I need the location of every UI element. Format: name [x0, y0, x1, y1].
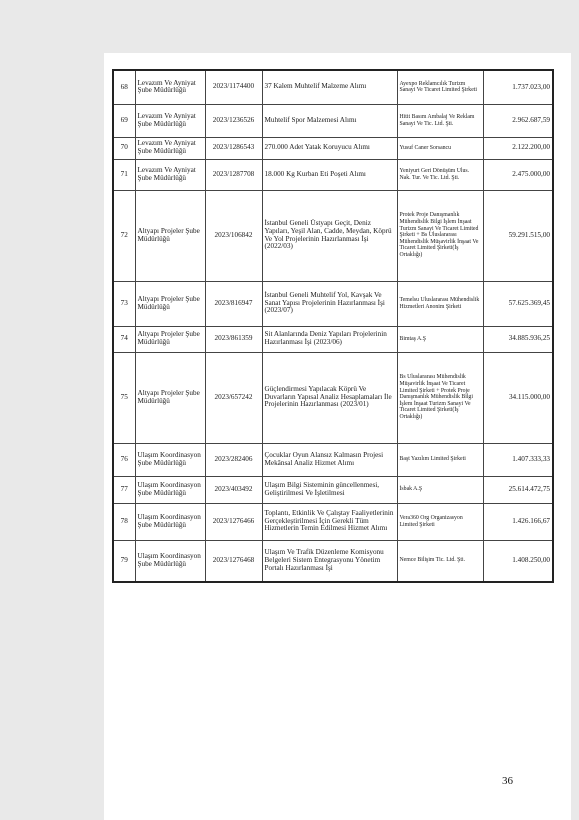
table-row: [113, 159, 553, 190]
subject-cell: Çocuklar Oyun Alansız Kalmasın Projesi Mekânsal Analiz Hizmet Alımı: [262, 443, 397, 476]
row-number: 74: [113, 326, 135, 352]
unit-cell: Ulaşım Koordinasyon Şube Müdürlüğü: [135, 443, 205, 476]
record-no-cell: 2023/1276468: [205, 540, 262, 582]
amount-cell: 2.122.200,00: [483, 137, 553, 159]
row-number: 71: [113, 159, 135, 190]
unit-cell: Ulaşım Koordinasyon Şube Müdürlüğü: [135, 503, 205, 540]
amount-cell: 59.291.515,00: [483, 190, 553, 281]
amount-cell: 1.408.250,00: [483, 540, 553, 582]
amount-cell: 25.614.472,75: [483, 476, 553, 503]
table-row: [113, 540, 553, 582]
record-no-cell: 2023/403492: [205, 476, 262, 503]
row-number: 72: [113, 190, 135, 281]
table-row: [113, 190, 553, 281]
record-no-cell: 2023/1276466: [205, 503, 262, 540]
subject-cell: 18.000 Kg Kurban Eti Poşeti Alımı: [262, 159, 397, 190]
unit-cell: Altyapı Projeler Şube Müdürlüğü: [135, 326, 205, 352]
table-row: [113, 281, 553, 326]
table-body: [113, 70, 553, 582]
company-cell: Hitit Basım Ambalaj Ve Reklam Sanayi Ve Tic. Ltd. Şti.: [397, 104, 483, 137]
table-row: [113, 476, 553, 503]
company-cell: Bimtaş A.Ş: [397, 326, 483, 352]
subject-cell: Güçlendirmesi Yapılacak Köprü Ve Duvarların Yapısal Analiz Hesaplamaları İle Projelerinin Hazırlanması (2023/01): [262, 352, 397, 443]
amount-cell: 2.962.687,59: [483, 104, 553, 137]
company-cell: İsbak A.Ş: [397, 476, 483, 503]
subject-cell: İstanbul Geneli Üstyapı Geçit, Deniz Yapıları, Yeşil Alan, Cadde, Meydan, Köprü Ve Yol Projelerinin Hazırlanması İşi (2022/03): [262, 190, 397, 281]
table-row: [113, 137, 553, 159]
table-row: [113, 104, 553, 137]
row-number: 69: [113, 104, 135, 137]
record-no-cell: 2023/1174400: [205, 70, 262, 104]
row-number: 70: [113, 137, 135, 159]
company-cell: Temelsu Uluslararası Mühendislik Hizmetleri Anonim Şirketi: [397, 281, 483, 326]
subject-cell: Toplantı, Etkinlik Ve Çalıştay Faaliyetlerinin Gerçekleştirilmesi İçin Gerekli Tüm Hizmetlerin Temin Edilmesi Hizmet Alımı: [262, 503, 397, 540]
row-number: 75: [113, 352, 135, 443]
amount-cell: 1.426.166,67: [483, 503, 553, 540]
record-no-cell: 2023/1286543: [205, 137, 262, 159]
unit-cell: Levazım Ve Ayniyat Şube Müdürlüğü: [135, 137, 205, 159]
record-no-cell: 2023/1287708: [205, 159, 262, 190]
subject-cell: Muhtelif Spor Malzemesi Alımı: [262, 104, 397, 137]
record-no-cell: 2023/1236526: [205, 104, 262, 137]
company-cell: Başt Yazılım Limited Şirketi: [397, 443, 483, 476]
amount-cell: 34.885.936,25: [483, 326, 553, 352]
unit-cell: Altyapı Projeler Şube Müdürlüğü: [135, 281, 205, 326]
unit-cell: Altyapı Projeler Şube Müdürlüğü: [135, 352, 205, 443]
table-row: [113, 503, 553, 540]
amount-cell: 1.407.333,33: [483, 443, 553, 476]
table-row: [113, 70, 553, 104]
unit-cell: Levazım Ve Ayniyat Şube Müdürlüğü: [135, 70, 205, 104]
company-cell: Yeniyurt Geri Dönüşüm Ulus. Nak. Tur. Ve Tic. Ltd. Şti.: [397, 159, 483, 190]
unit-cell: Ulaşım Koordinasyon Şube Müdürlüğü: [135, 476, 205, 503]
table-row: [113, 326, 553, 352]
subject-cell: Ulaşım Bilgi Sisteminin güncellenmesi, Geliştirilmesi Ve İşletilmesi: [262, 476, 397, 503]
company-cell: Bs Uluslararası Mühendislik Müşavirlik İnşaat Ve Ticaret Limited Şirketi + Protek Proje Danışmanlık Mühendislik Bilgi İşlem İnşaat Turizm Sanayi Ve Ticaret Limited Şirketi(İş Ortaklığı): [397, 352, 483, 443]
company-cell: Nemce Bilişim Tic. Ltd. Şti.: [397, 540, 483, 582]
row-number: 79: [113, 540, 135, 582]
subject-cell: Sit Alanlarında Deniz Yapıları Projelerinin Hazırlanması İşi (2023/06): [262, 326, 397, 352]
record-no-cell: 2023/106842: [205, 190, 262, 281]
row-number: 68: [113, 70, 135, 104]
company-cell: Ayexpo Reklamcılık Turizm Sanayi Ve Ticaret Limited Şirketi: [397, 70, 483, 104]
unit-cell: Levazım Ve Ayniyat Şube Müdürlüğü: [135, 104, 205, 137]
procurement-table: [112, 69, 554, 583]
company-cell: Protek Proje Danışmanlık Mühendislik Bilgi İşlem İnşaat Turizm Sanayi Ve Ticaret Limited Şirketi + Bs Uluslararası Mühendislik Müşavirlik İnşaat Ve Ticaret Limited Şirketi(İş Ortaklığı): [397, 190, 483, 281]
subject-cell: Ulaşım Ve Trafik Düzenleme Komisyonu Belgeleri Sistem Entegrasyonu Yönetim Portalı Hazırlanması İşi: [262, 540, 397, 582]
table-row: [113, 352, 553, 443]
unit-cell: Levazım Ve Ayniyat Şube Müdürlüğü: [135, 159, 205, 190]
amount-cell: 57.625.369,45: [483, 281, 553, 326]
subject-cell: 270.000 Adet Yatak Koruyucu Alımı: [262, 137, 397, 159]
row-number: 77: [113, 476, 135, 503]
table-row: [113, 443, 553, 476]
amount-cell: 2.475.000,00: [483, 159, 553, 190]
row-number: 76: [113, 443, 135, 476]
subject-cell: İstanbul Geneli Muhtelif Yol, Kavşak Ve Sanat Yapısı Projelerinin Hazırlanması İşi (2023/07): [262, 281, 397, 326]
company-cell: Vera360 Org Organizasyon Limited Şirketi: [397, 503, 483, 540]
unit-cell: Altyapı Projeler Şube Müdürlüğü: [135, 190, 205, 281]
document-page: [104, 53, 571, 820]
record-no-cell: 2023/816947: [205, 281, 262, 326]
page-number: 36: [502, 775, 513, 787]
row-number: 78: [113, 503, 135, 540]
company-cell: Yusuf Caner Sorsancu: [397, 137, 483, 159]
record-no-cell: 2023/657242: [205, 352, 262, 443]
record-no-cell: 2023/861359: [205, 326, 262, 352]
amount-cell: 1.737.023,00: [483, 70, 553, 104]
unit-cell: Ulaşım Koordinasyon Şube Müdürlüğü: [135, 540, 205, 582]
record-no-cell: 2023/282406: [205, 443, 262, 476]
row-number: 73: [113, 281, 135, 326]
amount-cell: 34.115.000,00: [483, 352, 553, 443]
subject-cell: 37 Kalem Muhtelif Malzeme Alımı: [262, 70, 397, 104]
